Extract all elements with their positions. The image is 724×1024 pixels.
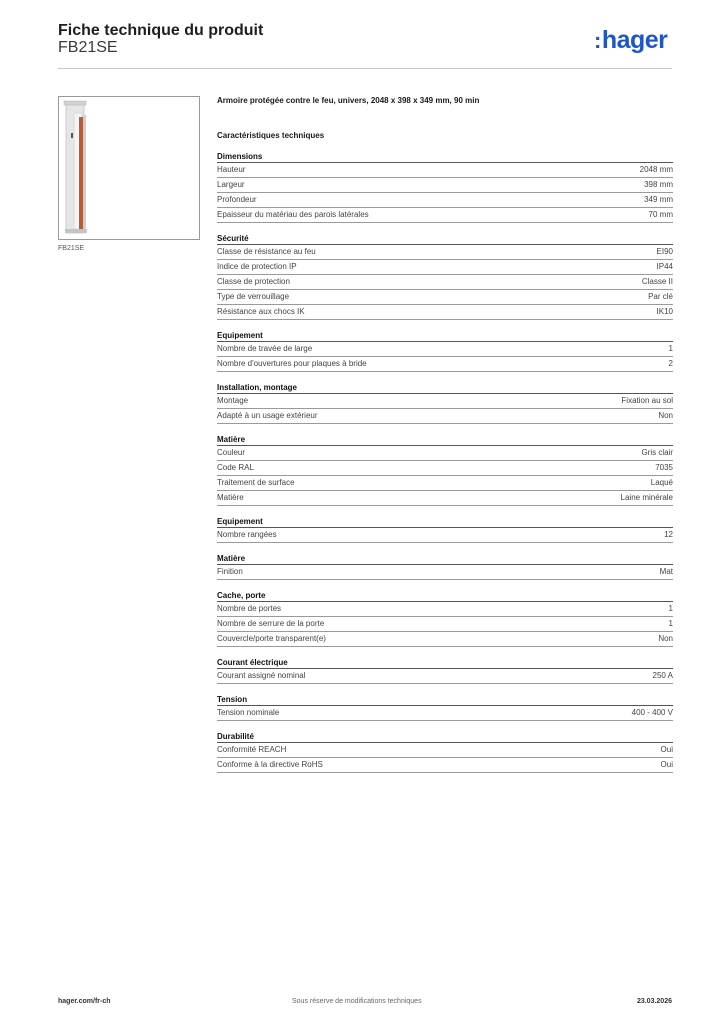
spec-section-title: Equipement — [217, 330, 673, 342]
spec-label: Nombre de serrure de la porte — [217, 619, 325, 628]
spec-section-title: Courant électrique — [217, 657, 673, 669]
brand-logo[interactable] — [594, 28, 667, 53]
spec-value: Non — [658, 634, 673, 643]
spec-label: Nombre de travée de large — [217, 344, 313, 353]
footer-website-link[interactable]: hager.com/fr-ch — [58, 998, 111, 1005]
spec-value: 7035 — [655, 463, 673, 472]
spec-sections — [217, 151, 673, 773]
spec-value: Oui — [660, 745, 673, 754]
spec-label: Hauteur — [217, 165, 246, 174]
product-reference: FB21SE — [58, 39, 118, 56]
spec-section — [217, 553, 673, 580]
spec-label: Couleur — [217, 448, 246, 457]
spec-row — [217, 208, 673, 223]
spec-row — [217, 342, 673, 357]
spec-value: Mat — [659, 567, 673, 576]
spec-section — [217, 590, 673, 647]
header-divider — [58, 68, 672, 69]
spec-row — [217, 669, 673, 684]
spec-row — [217, 528, 673, 543]
spec-value: Fixation au sol — [621, 396, 673, 405]
spec-row — [217, 461, 673, 476]
spec-value: Laine minérale — [620, 493, 673, 502]
product-image — [58, 96, 200, 240]
spec-value: Laqué — [650, 478, 673, 487]
spec-row — [217, 706, 673, 721]
spec-label: Courant assigné nominal — [217, 671, 306, 680]
spec-value: EI90 — [656, 247, 673, 256]
spec-label: Epaisseur du matériau des parois latérales — [217, 210, 369, 219]
spec-label: Adapté à un usage extérieur — [217, 411, 318, 420]
spec-section-title: Cache, porte — [217, 590, 673, 602]
spec-value: 398 mm — [644, 180, 673, 189]
spec-label: Type de verrouillage — [217, 292, 290, 301]
spec-section-title: Durabilité — [217, 731, 673, 743]
spec-row — [217, 163, 673, 178]
logo-colon-icon: : — [594, 28, 601, 53]
spec-row — [217, 305, 673, 320]
image-caption: FB21SE — [58, 245, 85, 252]
spec-value: Oui — [660, 760, 673, 769]
spec-section — [217, 330, 673, 372]
spec-section-title: Equipement — [217, 516, 673, 528]
spec-label: Indice de protection IP — [217, 262, 297, 271]
spec-value: Gris clair — [641, 448, 673, 457]
spec-section-title: Matière — [217, 434, 673, 446]
spec-label: Conformité REACH — [217, 745, 287, 754]
spec-section-title: Sécurité — [217, 233, 673, 245]
spec-row — [217, 193, 673, 208]
spec-value: Classe II — [641, 277, 673, 286]
spec-section — [217, 382, 673, 424]
spec-value: 1 — [668, 604, 673, 613]
spec-row — [217, 178, 673, 193]
spec-label: Classe de résistance au feu — [217, 247, 316, 256]
spec-label: Nombre d'ouvertures pour plaques à bride — [217, 359, 367, 368]
spec-label: Couvercle/porte transparent(e) — [217, 634, 326, 643]
spec-section — [217, 516, 673, 543]
characteristics-heading: Caractéristiques techniques — [217, 131, 325, 140]
spec-row — [217, 357, 673, 372]
spec-value: 349 mm — [644, 195, 673, 204]
spec-section-title: Installation, montage — [217, 382, 673, 394]
spec-label: Traitement de surface — [217, 478, 295, 487]
spec-section — [217, 151, 673, 223]
spec-row — [217, 476, 673, 491]
spec-section-title: Matière — [217, 553, 673, 565]
spec-value: 12 — [664, 530, 673, 539]
spec-value: 2048 mm — [639, 165, 673, 174]
spec-section — [217, 434, 673, 506]
spec-row — [217, 245, 673, 260]
spec-value: Par clé — [648, 292, 673, 301]
spec-label: Tension nominale — [217, 708, 280, 717]
spec-row — [217, 491, 673, 506]
spec-label: Code RAL — [217, 463, 254, 472]
spec-label: Finition — [217, 567, 243, 576]
spec-row — [217, 617, 673, 632]
spec-label: Montage — [217, 396, 249, 405]
spec-value: 70 mm — [648, 210, 673, 219]
spec-row — [217, 602, 673, 617]
spec-row — [217, 743, 673, 758]
footer-date: 23.03.2026 — [636, 998, 672, 1005]
spec-label: Nombre rangées — [217, 530, 277, 539]
spec-value: Non — [658, 411, 673, 420]
spec-section — [217, 731, 673, 773]
spec-row — [217, 632, 673, 647]
spec-value: IP44 — [656, 262, 673, 271]
spec-value: 1 — [668, 619, 673, 628]
spec-content — [217, 96, 673, 773]
footer-notice: Sous réserve de modifications techniques — [292, 998, 422, 1005]
spec-section-title: Dimensions — [217, 151, 673, 163]
spec-label: Résistance aux chocs IK — [217, 307, 305, 316]
spec-row — [217, 394, 673, 409]
spec-value: 400 - 400 V — [631, 708, 673, 717]
spec-value: 1 — [668, 344, 673, 353]
spec-value: 250 A — [652, 671, 673, 680]
spec-row — [217, 409, 673, 424]
product-description: Armoire protégée contre le feu, univers, 2048 x 398 x 349 mm, 90 min — [217, 96, 480, 105]
spec-section-title: Tension — [217, 694, 673, 706]
spec-section — [217, 694, 673, 721]
spec-value: IK10 — [656, 307, 673, 316]
cabinet-illustration-icon — [59, 97, 199, 239]
spec-row — [217, 446, 673, 461]
spec-row — [217, 275, 673, 290]
spec-label: Classe de protection — [217, 277, 290, 286]
spec-row — [217, 290, 673, 305]
spec-row — [217, 565, 673, 580]
brand-name: hager — [601, 26, 668, 54]
spec-section — [217, 233, 673, 320]
page-title: Fiche technique du produit — [58, 22, 264, 39]
spec-value: 2 — [668, 359, 673, 368]
spec-label: Matière — [217, 493, 244, 502]
spec-label: Profondeur — [217, 195, 257, 204]
spec-label: Conforme à la directive RoHS — [217, 760, 323, 769]
spec-section — [217, 657, 673, 684]
spec-row — [217, 758, 673, 773]
spec-label: Nombre de portes — [217, 604, 282, 613]
spec-row — [217, 260, 673, 275]
spec-label: Largeur — [217, 180, 245, 189]
